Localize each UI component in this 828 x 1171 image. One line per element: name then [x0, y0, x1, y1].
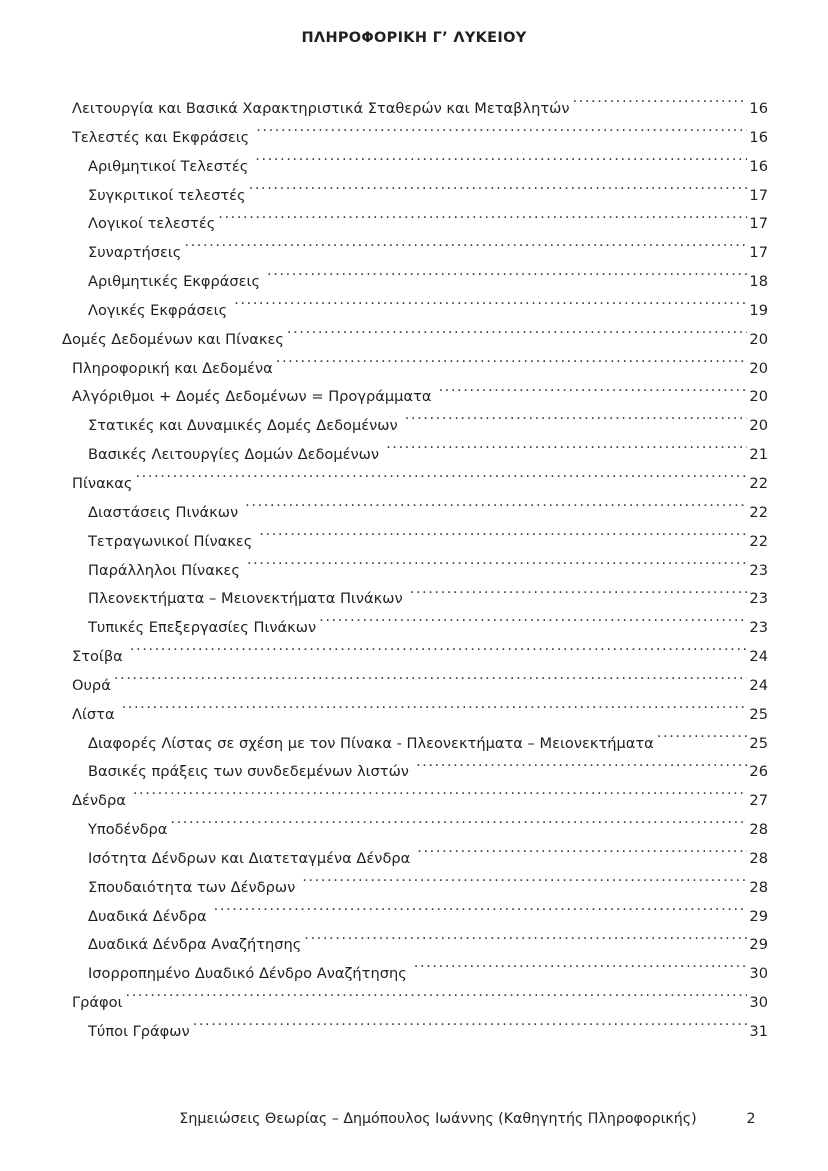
toc-dot-leader — [247, 560, 748, 575]
toc-entry-title: Συναρτήσεις — [88, 244, 182, 262]
toc-entry-title: Ισότητα Δένδρων και Διατεταγμένα Δένδρα — [88, 849, 411, 867]
toc-dot-leader — [133, 791, 748, 806]
toc-entry-title: Συγκριτικοί τελεστές — [88, 186, 246, 204]
toc-entry-page-number: 20 — [749, 330, 768, 348]
toc-dot-leader — [245, 502, 747, 517]
toc-entry-page-number: 25 — [749, 734, 768, 752]
page-header-title: ΠΛΗΡΟΦΟΡΙΚΗ Γ’ ΛΥΚΕΙΟΥ — [301, 30, 527, 46]
toc-dot-leader — [386, 445, 747, 460]
toc-entry[interactable] — [88, 903, 768, 932]
toc-entry-page-number: 21 — [749, 446, 768, 464]
toc-entry-page-number: 17 — [749, 244, 768, 262]
toc-dot-leader — [287, 329, 748, 344]
toc-entry[interactable] — [72, 470, 768, 499]
toc-entry-page-number: 25 — [749, 705, 768, 723]
toc-entry-title: Λειτουργία και Βασικά Χαρακτηριστικά Σταθερών και Μεταβλητών — [72, 100, 570, 117]
toc-entry-title: Δυαδικά Δένδρα Αναζήτησης — [88, 936, 302, 954]
toc-entry-title: Πλεονεκτήματα – Μειονεκτήματα Πινάκων — [88, 590, 403, 608]
toc-entry-page-number: 29 — [749, 936, 768, 954]
toc-entry-page-number: 20 — [749, 359, 768, 377]
toc-entry-page-number: 20 — [749, 417, 768, 435]
toc-entry-title: Τύποι Γράφων — [88, 1023, 190, 1040]
footer-attribution: Σημειώσεις Θεωρίας – Δημόπουλος Ιωάννης (Καθηγητής Πληροφορικής) — [179, 1111, 697, 1127]
toc-entry[interactable] — [88, 557, 768, 586]
toc-entry-title: Ισορροπημένο Δυαδικό Δένδρο Αναζήτησης — [88, 965, 407, 983]
toc-entry-page-number: 16 — [749, 100, 768, 117]
toc-entry-page-number: 16 — [749, 157, 768, 175]
toc-entry-page-number: 30 — [749, 965, 768, 983]
toc-entry[interactable] — [88, 441, 768, 470]
toc-entry-page-number: 22 — [749, 532, 768, 550]
toc-entry-title: Στατικές και Δυναμικές Δομές Δεδομένων — [88, 417, 398, 435]
toc-entry[interactable] — [72, 672, 768, 701]
toc-entry[interactable] — [88, 153, 768, 182]
toc-dot-leader — [234, 300, 747, 315]
toc-entry-title: Πληροφορική και Δεδομένα — [72, 359, 273, 377]
toc-dot-leader — [126, 993, 748, 1008]
toc-entry[interactable] — [88, 412, 768, 441]
toc-entry[interactable] — [88, 845, 768, 874]
toc-entry-page-number: 31 — [749, 1023, 768, 1040]
toc-entry[interactable] — [72, 95, 768, 124]
toc-entry-title: Γράφοι — [72, 994, 123, 1012]
toc-entry-title: Αριθμητικοί Τελεστές — [88, 157, 249, 175]
toc-entry-title: Διαστάσεις Πινάκων — [88, 503, 239, 521]
toc-dot-leader — [657, 733, 748, 748]
toc-entry[interactable] — [88, 182, 768, 211]
toc-entry[interactable] — [62, 326, 768, 355]
toc-entry-title: Λογικοί τελεστές — [88, 215, 216, 233]
toc-entry-page-number: 22 — [749, 474, 768, 492]
toc-entry-title: Στοίβα — [72, 648, 123, 666]
toc-entry[interactable] — [88, 960, 768, 989]
toc-entry[interactable] — [88, 239, 768, 268]
toc-entry-page-number: 20 — [749, 388, 768, 406]
toc-dot-leader — [256, 127, 747, 142]
toc-dot-leader — [214, 906, 748, 921]
toc-entry-title: Αριθμητικές Εκφράσεις — [88, 273, 261, 291]
toc-entry-page-number: 19 — [749, 301, 768, 319]
toc-entry-title: Πίνακας — [72, 474, 133, 492]
toc-entry-title: Δομές Δεδομένων και Πίνακες — [62, 330, 284, 348]
toc-entry-page-number: 16 — [749, 128, 768, 146]
toc-entry-page-number: 24 — [749, 648, 768, 666]
toc-dot-leader — [249, 185, 748, 200]
toc-dot-leader — [416, 762, 747, 777]
toc-entry-title: Ουρά — [72, 676, 111, 694]
toc-entry[interactable] — [88, 268, 768, 297]
toc-entry[interactable] — [72, 989, 768, 1018]
toc-entry-title: Τετραγωνικοί Πίνακες — [88, 532, 253, 550]
toc-entry-page-number: 29 — [749, 907, 768, 925]
toc-entry[interactable] — [88, 758, 768, 787]
toc-entry-page-number: 17 — [749, 215, 768, 233]
toc-entry-title: Δυαδικά Δένδρα — [88, 907, 207, 925]
toc-dot-leader — [267, 271, 747, 286]
toc-entry-title: Διαφορές Λίστας σε σχέση με τον Πίνακα - Πλεονεκτήματα – Μειονεκτήματα — [88, 734, 654, 752]
toc-entry[interactable] — [88, 874, 768, 903]
toc-entry-title: Παράλληλοι Πίνακες — [88, 561, 240, 579]
toc-entry-page-number: 28 — [749, 849, 768, 867]
toc-entry[interactable] — [88, 585, 768, 614]
toc-entry-title: Τυπικές Επεξεργασίες Πινάκων — [88, 619, 317, 637]
toc-dot-leader — [114, 675, 748, 690]
toc-dot-leader — [130, 646, 748, 661]
toc-entry[interactable] — [88, 1018, 768, 1047]
toc-dot-leader — [405, 416, 748, 431]
toc-entry[interactable] — [88, 210, 768, 239]
toc-dot-leader — [304, 935, 747, 950]
table-of-contents — [62, 95, 768, 1047]
toc-dot-leader — [438, 387, 747, 402]
toc-entry[interactable] — [72, 355, 768, 384]
toc-entry-page-number: 23 — [749, 590, 768, 608]
toc-entry-title: Βασικές πράξεις των συνδεδεμένων λιστών — [88, 763, 409, 781]
toc-entry-title: Τελεστές και Εκφράσεις — [72, 128, 250, 146]
toc-entry-title: Σπουδαιότητα των Δένδρων — [88, 878, 296, 896]
toc-entry-page-number: 28 — [749, 878, 768, 896]
toc-dot-leader — [193, 1021, 748, 1036]
toc-entry-title: Δένδρα — [72, 792, 126, 810]
toc-entry-page-number: 27 — [749, 792, 768, 810]
toc-dot-leader — [255, 156, 747, 171]
toc-dot-leader — [135, 473, 747, 488]
toc-dot-leader — [572, 98, 747, 113]
toc-entry-page-number: 23 — [749, 619, 768, 637]
toc-dot-leader — [184, 243, 747, 258]
toc-dot-leader — [414, 964, 748, 979]
toc-entry-page-number: 26 — [749, 763, 768, 781]
toc-entry-page-number: 28 — [749, 821, 768, 839]
toc-entry[interactable] — [88, 499, 768, 528]
page-footer — [62, 1111, 768, 1127]
toc-entry[interactable] — [88, 816, 768, 845]
toc-entry-page-number: 18 — [749, 273, 768, 291]
toc-dot-leader — [302, 877, 747, 892]
toc-dot-leader — [259, 531, 747, 546]
toc-entry-page-number: 22 — [749, 503, 768, 521]
toc-entry[interactable] — [88, 931, 768, 960]
toc-entry[interactable] — [72, 383, 768, 412]
toc-entry-title: Λίστα — [72, 705, 115, 723]
toc-entry[interactable] — [72, 701, 768, 730]
toc-entry-page-number: 17 — [749, 186, 768, 204]
toc-entry[interactable] — [88, 528, 768, 557]
toc-entry[interactable] — [88, 614, 768, 643]
toc-entry-title: Λογικές Εκφράσεις — [88, 301, 228, 319]
toc-entry-title: Υποδένδρα — [88, 821, 168, 839]
toc-entry-title: Βασικές Λειτουργίες Δομών Δεδομένων — [88, 446, 380, 464]
toc-dot-leader — [170, 820, 747, 835]
toc-dot-leader — [276, 358, 748, 373]
toc-entry-title: Αλγόριθμοι + Δομές Δεδομένων = Προγράμματα — [72, 388, 432, 406]
toc-entry-page-number: 24 — [749, 676, 768, 694]
toc-dot-leader — [218, 214, 747, 229]
toc-dot-leader — [410, 589, 748, 604]
toc-entry[interactable] — [88, 297, 768, 326]
toc-entry[interactable] — [72, 643, 768, 672]
toc-entry-page-number: 30 — [749, 994, 768, 1012]
toc-entry-page-number: 23 — [749, 561, 768, 579]
toc-dot-leader — [319, 618, 747, 633]
toc-entry[interactable] — [72, 124, 768, 153]
toc-dot-leader — [122, 704, 748, 719]
footer-page-number: 2 — [746, 1111, 756, 1127]
toc-entry[interactable] — [72, 787, 768, 816]
toc-dot-leader — [417, 848, 747, 863]
toc-entry[interactable] — [88, 730, 768, 759]
